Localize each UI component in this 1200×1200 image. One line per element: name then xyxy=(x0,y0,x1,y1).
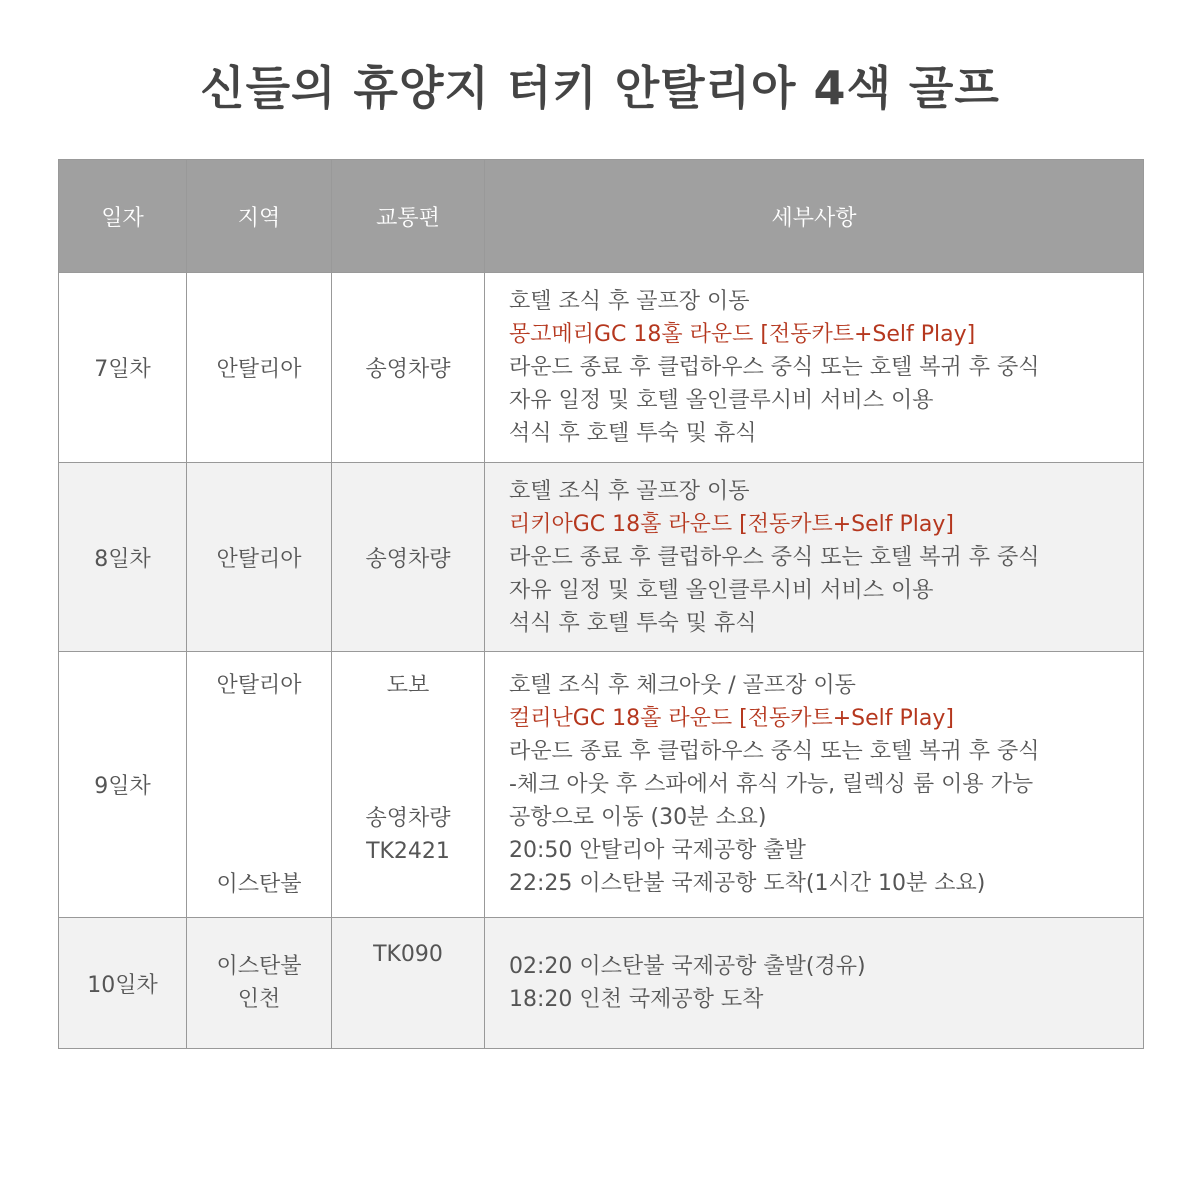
transport-cell: 송영차량 xyxy=(332,463,485,652)
detail-line: 석식 후 호텔 투숙 및 휴식 xyxy=(509,610,757,636)
header-region: 지역 xyxy=(187,160,332,273)
transport-spacer xyxy=(365,868,450,901)
details-cell xyxy=(485,652,1144,918)
detail-line: 라운드 종료 후 클럽하우스 중식 또는 호텔 복귀 후 중식 xyxy=(509,355,1040,380)
transport-cell xyxy=(332,652,485,918)
detail-line: 석식 후 호텔 투숙 및 휴식 xyxy=(509,421,757,446)
region-cell xyxy=(187,652,332,918)
detail-line: 22:25 이스탄불 국제공항 도착(1시간 10분 소요) xyxy=(509,871,986,896)
detail-line: -체크 아웃 후 스파에서 휴식 가능, 릴렉싱 룸 이용 가능 xyxy=(509,772,1034,797)
transport-cell xyxy=(332,918,485,1049)
transport-flight: TK2421 xyxy=(366,838,450,864)
region-line: 인천 xyxy=(237,987,281,1012)
detail-line: 02:20 이스탄불 국제공항 출발(경유) xyxy=(509,954,866,979)
table-header-row xyxy=(59,160,1144,273)
region-line: 이스탄불 xyxy=(216,954,302,979)
detail-line: 라운드 종료 후 클럽하우스 중식 또는 호텔 복귀 후 중식 xyxy=(509,739,1040,764)
detail-line: 20:50 안탈리아 국제공항 출발 xyxy=(509,838,806,863)
region-cell: 안탈리아 xyxy=(187,273,332,463)
details-cell xyxy=(485,463,1144,652)
detail-line: 공항으로 이동 (30분 소요) xyxy=(509,805,767,830)
details-cell xyxy=(485,918,1144,1049)
region-cell: 안탈리아 xyxy=(187,463,332,652)
itinerary-table xyxy=(58,159,1144,1049)
page-title: 신들의 휴양지 터키 안탈리아 4색 골프 xyxy=(200,61,1000,115)
table-row-day10 xyxy=(59,918,1144,1049)
region-end: 이스탄불 xyxy=(216,871,302,897)
header-day: 일자 xyxy=(59,160,187,273)
detail-line-golf-round: 리키아GC 18홀 라운드 [전동카트+Self Play] xyxy=(509,511,954,537)
detail-line: 호텔 조식 후 골프장 이동 xyxy=(509,289,750,314)
table-row-day7 xyxy=(59,273,1144,463)
day-cell: 9일차 xyxy=(59,652,187,918)
transport-walk: 도보 xyxy=(386,672,430,698)
transport-cell: 송영차량 xyxy=(332,273,485,463)
detail-line: 18:20 인천 국제공항 도착 xyxy=(509,987,764,1012)
region-cell xyxy=(187,918,332,1049)
transport-group xyxy=(365,802,450,901)
detail-line: 라운드 종료 후 클럽하우스 중식 또는 호텔 복귀 후 중식 xyxy=(509,544,1040,570)
day-cell: 7일차 xyxy=(59,273,187,463)
detail-line: 자유 일정 및 호텔 올인클루시비 서비스 이용 xyxy=(509,388,934,413)
detail-line: 자유 일정 및 호텔 올인클루시비 서비스 이용 xyxy=(509,577,934,603)
detail-line-golf-round: 몽고메리GC 18홀 라운드 [전동카트+Self Play] xyxy=(509,322,976,347)
details-cell xyxy=(485,273,1144,463)
table-row-day8 xyxy=(59,463,1144,652)
transport-flight: TK090 xyxy=(373,942,443,967)
header-transport: 교통편 xyxy=(332,160,485,273)
header-details: 세부사항 xyxy=(485,160,1144,273)
day-cell: 10일차 xyxy=(59,918,187,1049)
detail-line: 호텔 조식 후 골프장 이동 xyxy=(509,478,750,504)
region-start: 안탈리아 xyxy=(216,672,302,698)
detail-line: 호텔 조식 후 체크아웃 / 골프장 이동 xyxy=(509,673,856,698)
table-row-day9 xyxy=(59,652,1144,918)
transport-shuttle: 송영차량 xyxy=(365,805,451,831)
detail-line-golf-round: 컬리난GC 18홀 라운드 [전동카트+Self Play] xyxy=(509,706,954,731)
day-cell: 8일차 xyxy=(59,463,187,652)
